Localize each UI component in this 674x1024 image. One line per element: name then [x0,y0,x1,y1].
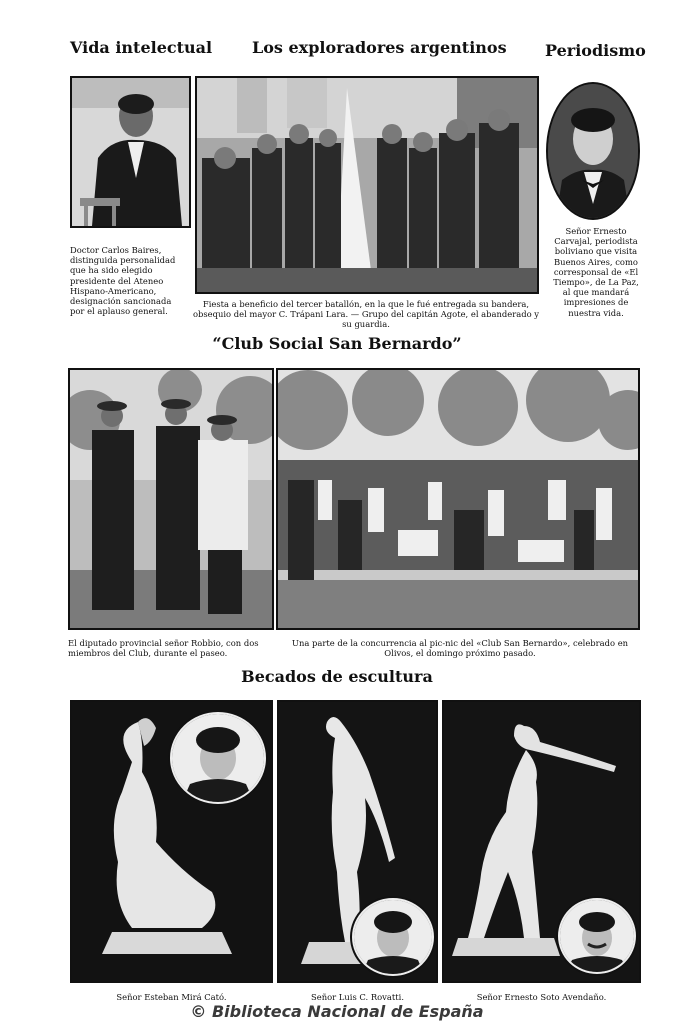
portrait-ernesto-soto-avendano [558,898,636,974]
caption-diputado-robbio: El diputado provincial señor Robbio, con dos miembros del Club, durante el paseo. [68,638,259,659]
caption-luis-rovatti: Señor Luis C. Rovatti. [311,992,404,1002]
heading-vida-intelectual: Vida intelectual [70,38,213,57]
caption-esteban-mira-cato: Señor Esteban Mirá Cató. [116,992,227,1002]
caption-picnic-olivos: Una parte de la concurrencia al pic-nic del «Club San Bernardo», celebrado en Olivos, el domingo próximo pasado. [291,638,629,659]
photo-exploradores-argentinos [195,76,539,294]
caption-ernesto-soto-avendano: Señor Ernesto Soto Avendaño. [476,992,607,1002]
photo-picnic-olivos [276,368,640,630]
photo-ernesto-carvajal [546,82,640,220]
heading-exploradores: Los exploradores argentinos [252,38,507,57]
caption-ernesto-carvajal: Señor Ernesto Carvajal, periodista boliviano que visita Buenos Aires, como corresponsal de «El Tiempo», de La Paz, al que mandará impresiones de nuestra vida. [553,226,639,318]
footer-copyright-biblioteca: © Biblioteca Nacional de España [190,1002,484,1021]
heading-becados-de-escultura: Becados de escultura [241,667,433,686]
photo-diputado-robbio [68,368,274,630]
heading-periodismo: Periodismo [545,41,646,60]
caption-exploradores: Fiesta a beneficio del tercer batallón, en la que le fué entregada su bandera, obsequio del mayor C. Trápani Lara. — Grupo del capitán Agote, el abanderado y su guardia. [192,299,540,330]
photo-carlos-baires [70,76,191,228]
portrait-esteban-mira-cato [170,712,266,804]
portrait-luis-rovatti [352,898,434,976]
caption-carlos-baires: Doctor Carlos Baires, distinguida personalidad que ha sido elegido presidente del Ateneo Hispano-Americano, designación sancionada por el aplauso general. [70,245,176,317]
heading-club-social-san-bernardo: “Club Social San Bernardo” [212,334,462,353]
